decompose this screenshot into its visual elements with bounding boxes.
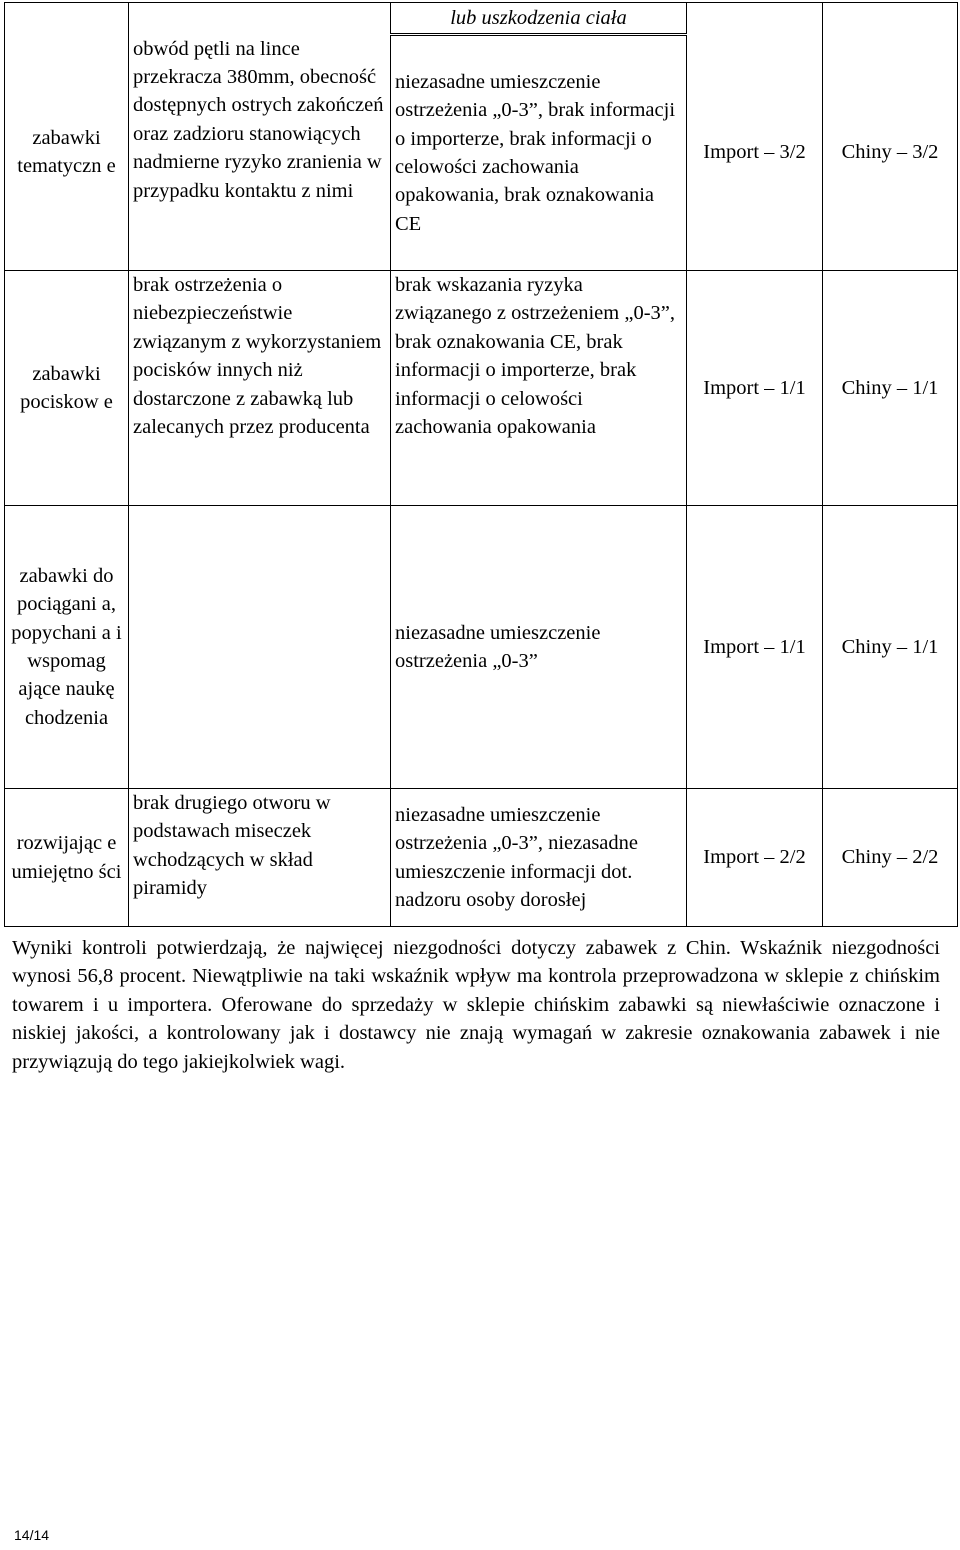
- findings-cell: niezasadne umieszczenie ostrzeżenia „0-3”, brak informacji o importerze, brak informacji o celowości zachowania opakowania, brak oznakowania CE: [391, 35, 687, 271]
- toy-category-cell: zabawki tematyczn e: [5, 35, 129, 271]
- china-cell-continued: [823, 3, 958, 35]
- findings-cell: brak wskazania ryzyka związanego z ostrzeżeniem „0-3”, brak oznakowania CE, brak informacji o importerze, brak informacji o celowości zachowania opakowania: [391, 271, 687, 506]
- toy-category-cell: zabawki pociskow e: [5, 271, 129, 506]
- table-row: [5, 789, 958, 927]
- import-count-cell: Import – 1/1: [687, 506, 823, 789]
- summary-paragraph: Wyniki kontroli potwierdzają, że najwięcej niezgodności dotyczy zabawek z Chin. Wskaźnik niezgodności wynosi 56,8 procent. Niewątpliwie na taki wskaźnik wpływ ma kontrola przeprowadzona w sklepie z chińskim towarem i u importera. Oferowane do sprzedaży w sklepie chińskim zabawki są niewłaściwie oznaczone i niskiej jakości, a kontrolowany jak i dostawcy nie znają wymagań w zakresie oznakowania zabawek i nie przywiązują do tego jakiejkolwiek wagi.: [12, 937, 940, 1073]
- nonconformity-cell: [129, 506, 391, 789]
- results-table: [4, 2, 958, 927]
- import-count-cell: Import – 2/2: [687, 789, 823, 927]
- nonconformity-cell-continued: [129, 3, 391, 35]
- findings-header-continued: lub uszkodzenia ciała: [391, 3, 687, 35]
- nonconformity-cell: obwód pętli na lince przekracza 380mm, obecność dostępnych ostrych zakończeń oraz zadzioru stanowiących nadmierne ryzyko zranienia w przypadku kontaktu z nimi: [129, 35, 391, 271]
- import-count-cell: Import – 3/2: [687, 35, 823, 271]
- nonconformity-cell: brak drugiego otworu w podstawach miseczek wchodzących w skład piramidy: [129, 789, 391, 927]
- import-cell-continued: [687, 3, 823, 35]
- table-header-row: [5, 3, 958, 35]
- china-count-cell: Chiny – 1/1: [823, 271, 958, 506]
- category-cell-continued: [5, 3, 129, 35]
- page-number: 14/14: [14, 1527, 50, 1543]
- table-row: [5, 271, 958, 506]
- table-row: [5, 506, 958, 789]
- china-count-cell: Chiny – 1/1: [823, 506, 958, 789]
- table-row: [5, 35, 958, 271]
- nonconformity-cell: brak ostrzeżenia o niebezpieczeństwie związanym z wykorzystaniem pocisków innych niż dostarczone z zabawką lub zalecanych przez producenta: [129, 271, 391, 506]
- china-count-cell: Chiny – 2/2: [823, 789, 958, 927]
- findings-cell: niezasadne umieszczenie ostrzeżenia „0-3”, niezasadne umieszczenie informacji dot. nadzoru osoby dorosłej: [391, 789, 687, 927]
- toy-category-cell: zabawki do pociągani a, popychani a i wspomag ające naukę chodzenia: [5, 506, 129, 789]
- import-count-cell: Import – 1/1: [687, 271, 823, 506]
- findings-cell: niezasadne umieszczenie ostrzeżenia „0-3”: [391, 506, 687, 789]
- toy-category-cell: rozwijając e umiejętno ści: [5, 789, 129, 927]
- china-count-cell: Chiny – 3/2: [823, 35, 958, 271]
